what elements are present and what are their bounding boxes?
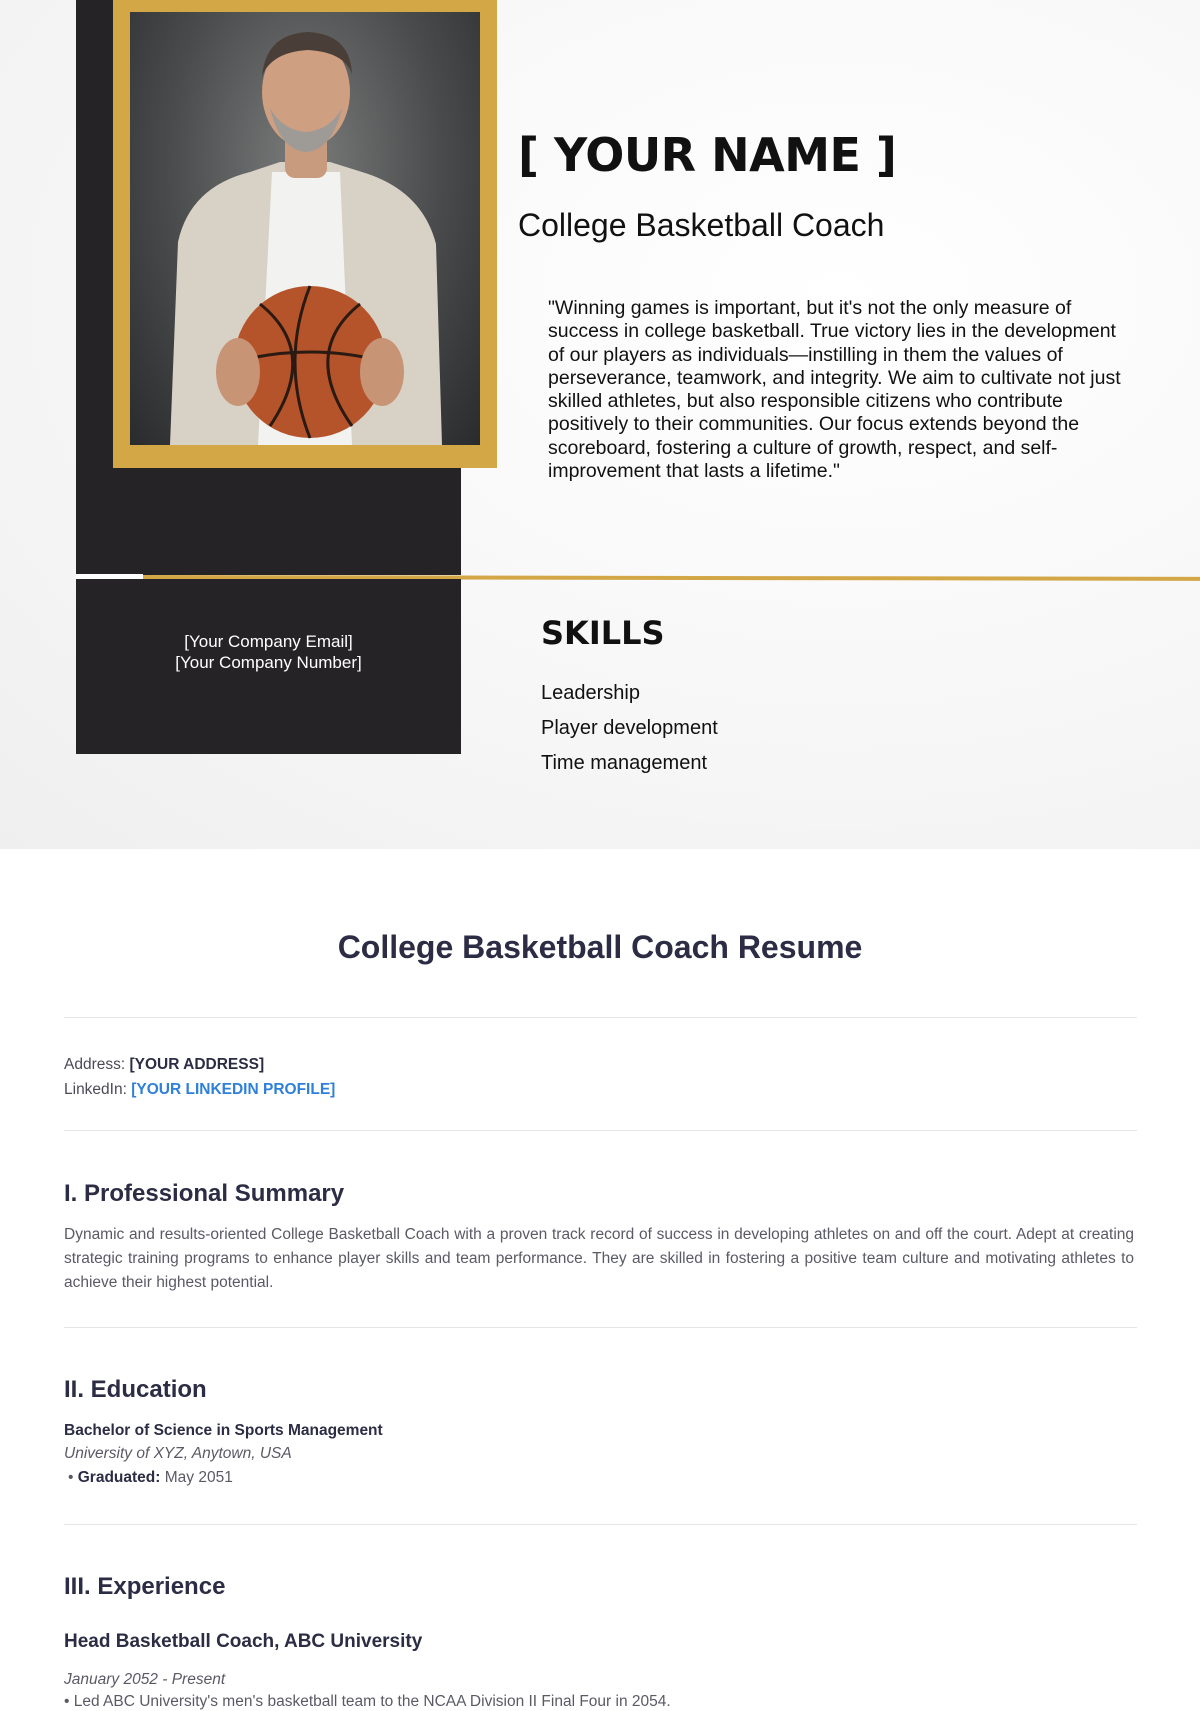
- section-divider: [64, 1017, 1137, 1018]
- contact-info: [76, 631, 461, 673]
- summary-heading: I. Professional Summary: [64, 1180, 345, 1207]
- contact-details: [64, 1052, 335, 1102]
- graduated-label: Graduated:: [77, 1469, 161, 1486]
- photo-frame: [113, 0, 497, 468]
- linkedin-link[interactable]: [YOUR LINKEDIN PROFILE]: [131, 1081, 336, 1098]
- job-title: Head Basketball Coach, ABC University: [64, 1631, 423, 1652]
- skill-item: Player development: [541, 717, 718, 739]
- resume-title: College Basketball Coach Resume: [337, 929, 863, 965]
- education-graduated: [68, 1469, 233, 1487]
- education-school: University of XYZ, Anytown, USA: [64, 1445, 292, 1462]
- address-value: [YOUR ADDRESS]: [129, 1056, 265, 1073]
- bullet-icon: •: [64, 1693, 70, 1710]
- hero-banner: [0, 0, 1200, 849]
- company-email: [Your Company Email]: [184, 632, 353, 651]
- skill-item: Time management: [541, 752, 707, 774]
- skill-item: Leadership: [541, 682, 640, 704]
- section-divider: [64, 1327, 1137, 1328]
- hero-quote: "Winning games is important, but it's not the only measure of success in college basketball. True victory lies in the development of our players as individuals—instilling in them the values of perseverance, teamwork, and integrity. We aim to cultivate not just skilled athletes, but also responsible citizens who contribute positively to their communities. Our focus extends beyond the scoreboard, fostering a culture of growth, respect, and self-improvement that lasts a lifetime.": [548, 297, 1121, 483]
- job-bullet-text: Led ABC University's men's basketball team to the NCAA Division II Final Four in 2054.: [73, 1693, 671, 1710]
- company-number: [Your Company Number]: [175, 653, 362, 672]
- job-dates: January 2052 - Present: [64, 1671, 226, 1688]
- education-degree: Bachelor of Science in Sports Management: [64, 1422, 383, 1439]
- graduated-value: May 2051: [164, 1469, 233, 1486]
- summary-text: Dynamic and results-oriented College Basketball Coach with a proven track record of success in developing athletes on and off the court. Adept at creating strategic training programs to enhance player skills and team performance. They are skilled in fostering a positive team culture and motivating athletes to achieve their highest potential.: [64, 1226, 1134, 1291]
- skills-list: [541, 676, 718, 781]
- hero-name: [ YOUR NAME ]: [518, 128, 897, 182]
- bullet-icon: •: [68, 1469, 74, 1486]
- address-label: Address:: [64, 1056, 126, 1073]
- skills-heading: SKILLS: [541, 614, 665, 652]
- address-line: [64, 1052, 335, 1077]
- section-divider: [64, 1130, 1137, 1131]
- section-divider: [64, 1524, 1137, 1525]
- linkedin-line: [64, 1077, 335, 1102]
- linkedin-label: LinkedIn:: [64, 1081, 127, 1098]
- contact-panel: [76, 579, 461, 754]
- experience-heading: III. Experience: [64, 1573, 226, 1600]
- coach-photo: [130, 12, 480, 445]
- education-heading: II. Education: [64, 1376, 207, 1403]
- hero-job-title: College Basketball Coach: [518, 207, 885, 243]
- job-bullet: [64, 1693, 671, 1711]
- coach-illustration: [130, 12, 480, 445]
